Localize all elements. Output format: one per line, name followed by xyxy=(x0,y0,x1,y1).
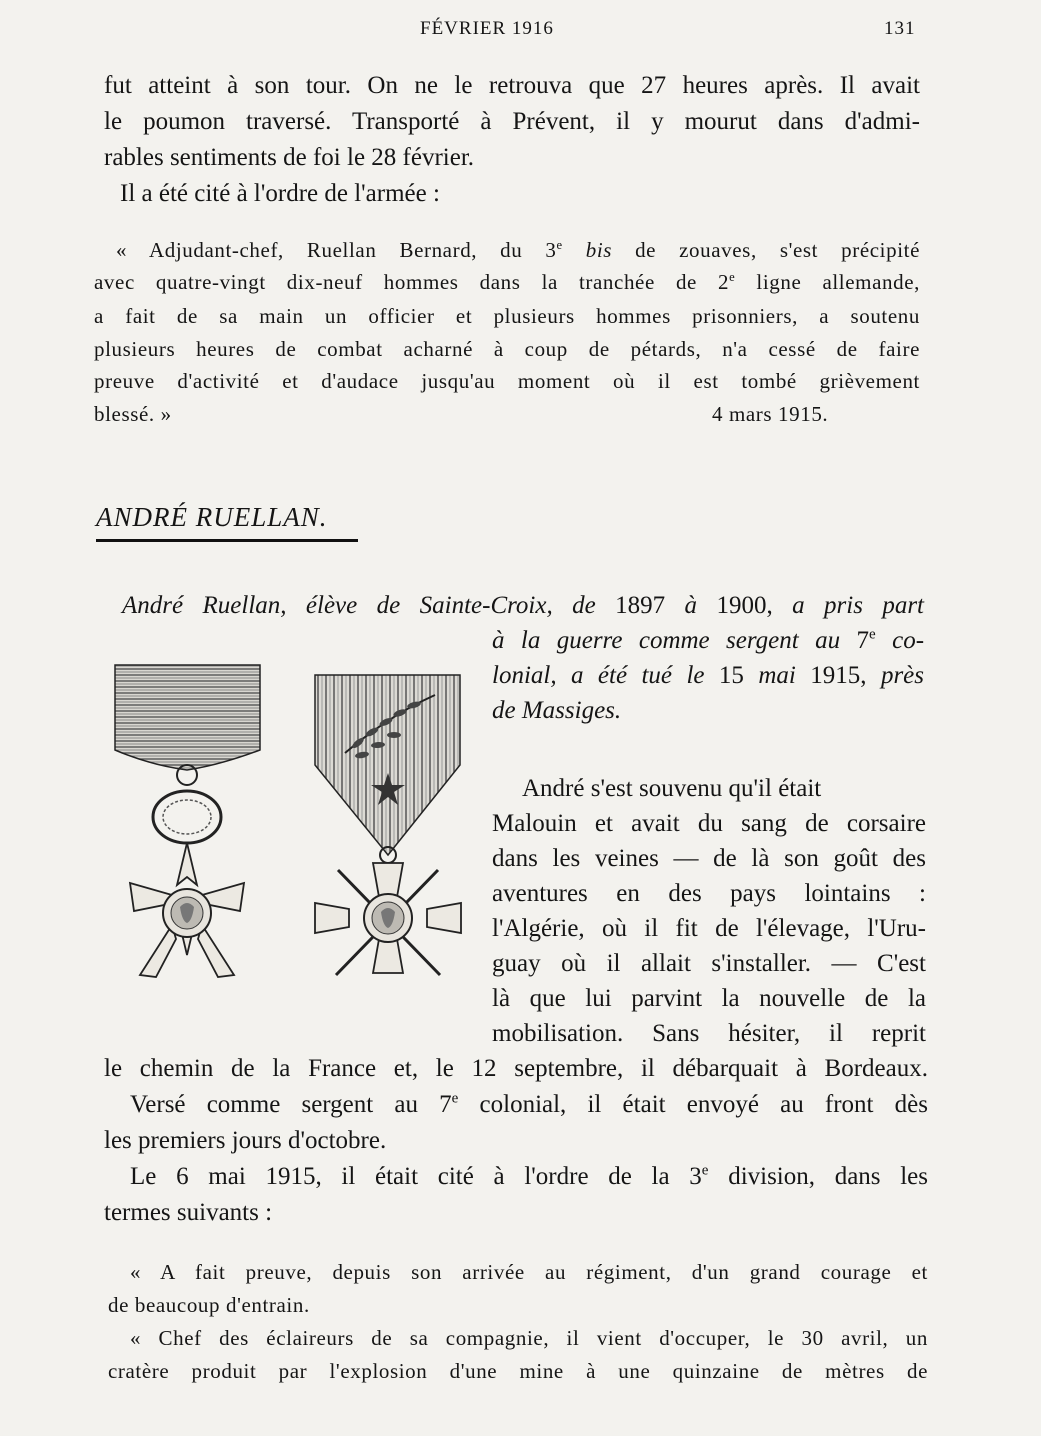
intro-line: de Massiges. xyxy=(492,697,622,724)
body-line: Versé comme sergent au 7e colonial, il était envoyé au front dès xyxy=(130,1090,929,1118)
citation-line: de beaucoup d'entrain. xyxy=(108,1293,310,1317)
legion-honour-medal xyxy=(115,665,260,977)
citation-line: « Chef des éclaireurs de sa compagnie, il vient d'occuper, le 30 avril, un xyxy=(130,1326,928,1350)
citation-line: « Adjudant-chef, Ruellan Bernard, du 3e bis de zouaves, s'est précipité xyxy=(116,238,920,262)
body-line: là que lui parvint la nouvelle de la xyxy=(492,985,926,1012)
body-line: guay où il allait s'installer. — C'est xyxy=(492,950,926,977)
paragraph-line: rables sentiments de foi le 28 février. xyxy=(104,144,475,171)
body-line: aventures en des pays lointains : xyxy=(492,880,926,907)
citation-date: 4 mars 1915. xyxy=(712,402,829,426)
citation-line: cratère produit par l'explosion d'une mine à une quinzaine de mètres de xyxy=(108,1359,928,1383)
body-line: les premiers jours d'octobre. xyxy=(104,1127,387,1154)
heading-underline xyxy=(96,539,358,542)
section-heading: ANDRÉ RUELLAN. xyxy=(96,502,328,532)
running-title: FÉVRIER 1916 xyxy=(420,18,554,39)
running-head xyxy=(0,18,1041,48)
citation-line: plusieurs heures de combat acharné à coup de pétards, n'a cessé de faire xyxy=(94,337,920,361)
body-line: dans les veines — de là son goût des xyxy=(492,845,926,872)
body-line: l'Algérie, où il fit de l'élevage, l'Uru- xyxy=(492,915,926,942)
medals-illustration xyxy=(100,655,480,1005)
citation-line: avec quatre-vingt dix-neuf hommes dans la tranchée de 2e ligne allemande, xyxy=(94,270,920,294)
citation-line: preuve d'activité et d'audace jusqu'au moment où il est tombé grièvement xyxy=(94,369,920,393)
body-line: termes suivants : xyxy=(104,1199,273,1226)
paragraph-line: fut atteint à son tour. On ne le retrouva que 27 heures après. Il avait xyxy=(104,72,920,99)
body-line: mobilisation. Sans hésiter, il reprit xyxy=(492,1020,926,1047)
paragraph-line: le poumon traversé. Transporté à Prévent, il y mourut dans d'admi- xyxy=(104,108,920,135)
citation-line: a fait de sa main un officier et plusieurs hommes prisonniers, a soutenu xyxy=(94,304,920,328)
intro-line: André Ruellan, élève de Sainte-Croix, de 1897 à 1900, a pris part xyxy=(122,592,924,619)
citation-line: blessé. » xyxy=(94,402,172,426)
body-line: le chemin de la France et, le 12 septembre, il débarquait à Bordeaux. xyxy=(104,1055,928,1082)
intro-line: à la guerre comme sergent au 7e co- xyxy=(492,626,925,654)
body-line: Malouin et avait du sang de corsaire xyxy=(492,810,926,837)
citation-line: « A fait preuve, depuis son arrivée au régiment, d'un grand courage et xyxy=(130,1260,928,1284)
croix-de-guerre-medal xyxy=(315,675,461,975)
body-line: André s'est souvenu qu'il était xyxy=(522,775,822,802)
paragraph-line: Il a été cité à l'ordre de l'armée : xyxy=(120,180,440,207)
page-number: 131 xyxy=(884,18,916,39)
body-line: Le 6 mai 1915, il était cité à l'ordre de la 3e division, dans les xyxy=(130,1162,929,1190)
intro-line: lonial, a été tué le 15 mai 1915, près xyxy=(492,662,924,689)
